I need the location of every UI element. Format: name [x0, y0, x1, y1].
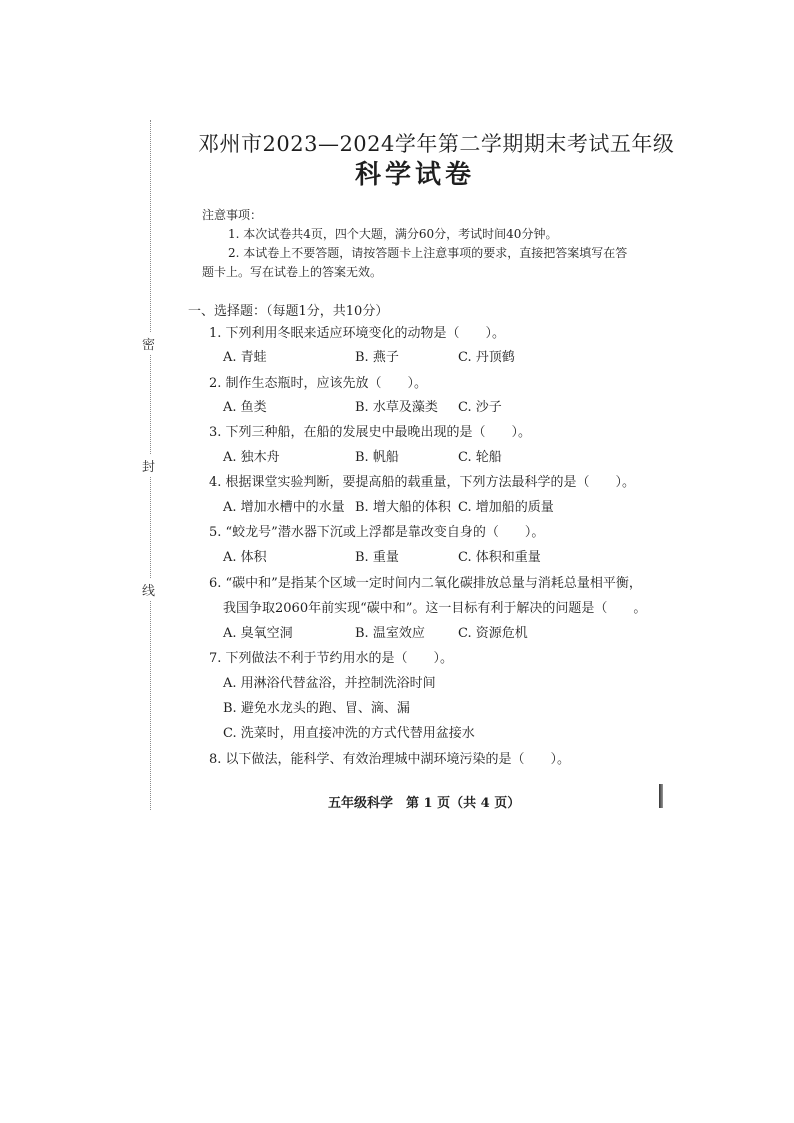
notice-block	[202, 206, 652, 282]
section-heading: 一、选择题：（每题1分，共10分）	[188, 304, 389, 319]
question-5: 5. “蛟龙号”潜水器下沉或上浮都是靠改变自身的（ ）。	[209, 525, 545, 540]
q7-option-b: B. 避免水龙头的跑、冒、滴、漏	[223, 701, 410, 716]
q5-option-b: B. 重量	[355, 550, 399, 565]
question-3: 3. 下列三种船，在船的发展史中最晚出现的是（ ）。	[209, 425, 532, 440]
q2-option-b: B. 水草及藻类	[355, 400, 438, 415]
q7-option-a: A. 用淋浴代替盆浴，并控制洗浴时间	[223, 676, 436, 691]
q4-option-c: C. 增加船的质量	[458, 500, 554, 515]
binding-mark-mi: 密	[142, 332, 155, 355]
notice-heading: 注意事项：	[202, 208, 263, 222]
q7-option-c: C. 洗菜时，用直接冲洗的方式代替用盆接水	[223, 726, 475, 741]
question-4: 4. 根据课堂实验判断，要提高船的载重量，下列方法最科学的是（ ）。	[209, 475, 636, 490]
q2-option-a: A. 鱼类	[223, 400, 267, 415]
notice-item: 1. 本次试卷共4页，四个大题，满分60分，考试时间40分钟。	[228, 227, 558, 241]
q2-option-c: C. 沙子	[458, 400, 502, 415]
binding-mark-feng: 封	[142, 454, 155, 477]
question-8: 8. 以下做法，能科学、有效治理城中湖环境污染的是（ ）。	[209, 752, 571, 767]
q6-option-a: A. 臭氧空洞	[223, 626, 293, 641]
page-footer: 五年级科学 第 1 页（共 4 页）	[328, 796, 521, 811]
notice-item: 2. 本试卷上不要答题，请按答题卡上注意事项的要求，直接把答案填写在答	[228, 246, 628, 260]
q6-option-b: B. 温室效应	[355, 626, 425, 641]
question-7: 7. 下列做法不利于节约用水的是（ ）。	[209, 651, 454, 666]
q4-option-a: A. 增加水槽中的水量	[223, 500, 345, 515]
question-2: 2. 制作生态瓶时，应该先放（ ）。	[209, 376, 428, 391]
q1-option-c: C. 丹顶鹤	[458, 350, 515, 365]
q3-option-a: A. 独木舟	[223, 450, 280, 465]
question-6-continued: 我国争取2060年前实现“碳中和”。这一目标有利于解决的问题是（ 。	[223, 601, 647, 616]
exam-subtitle: 科学试卷	[355, 160, 476, 190]
question-6: 6. “碳中和”是指某个区域一定时间内二氧化碳排放总量与消耗总量相平衡，	[209, 576, 642, 591]
q4-option-b: B. 增大船的体积	[355, 500, 451, 515]
q3-option-c: C. 轮船	[458, 450, 502, 465]
q1-option-a: A. 青蛙	[223, 350, 267, 365]
notice-item: 题卡上。写在试卷上的答案无效。	[202, 265, 383, 279]
q6-option-c: C. 资源危机	[458, 626, 528, 641]
question-1: 1. 下列利用冬眠来适应环境变化的动物是（ ）。	[209, 326, 506, 341]
scan-edge-mark	[659, 784, 663, 808]
q3-option-b: B. 帆船	[355, 450, 399, 465]
q5-option-c: C. 体积和重量	[458, 550, 541, 565]
q1-option-b: B. 燕子	[355, 350, 399, 365]
q5-option-a: A. 体积	[223, 550, 267, 565]
exam-title: 邓州市2023—2024学年第二学期期末考试五年级	[198, 132, 675, 156]
binding-mark-xian: 线	[142, 578, 155, 601]
